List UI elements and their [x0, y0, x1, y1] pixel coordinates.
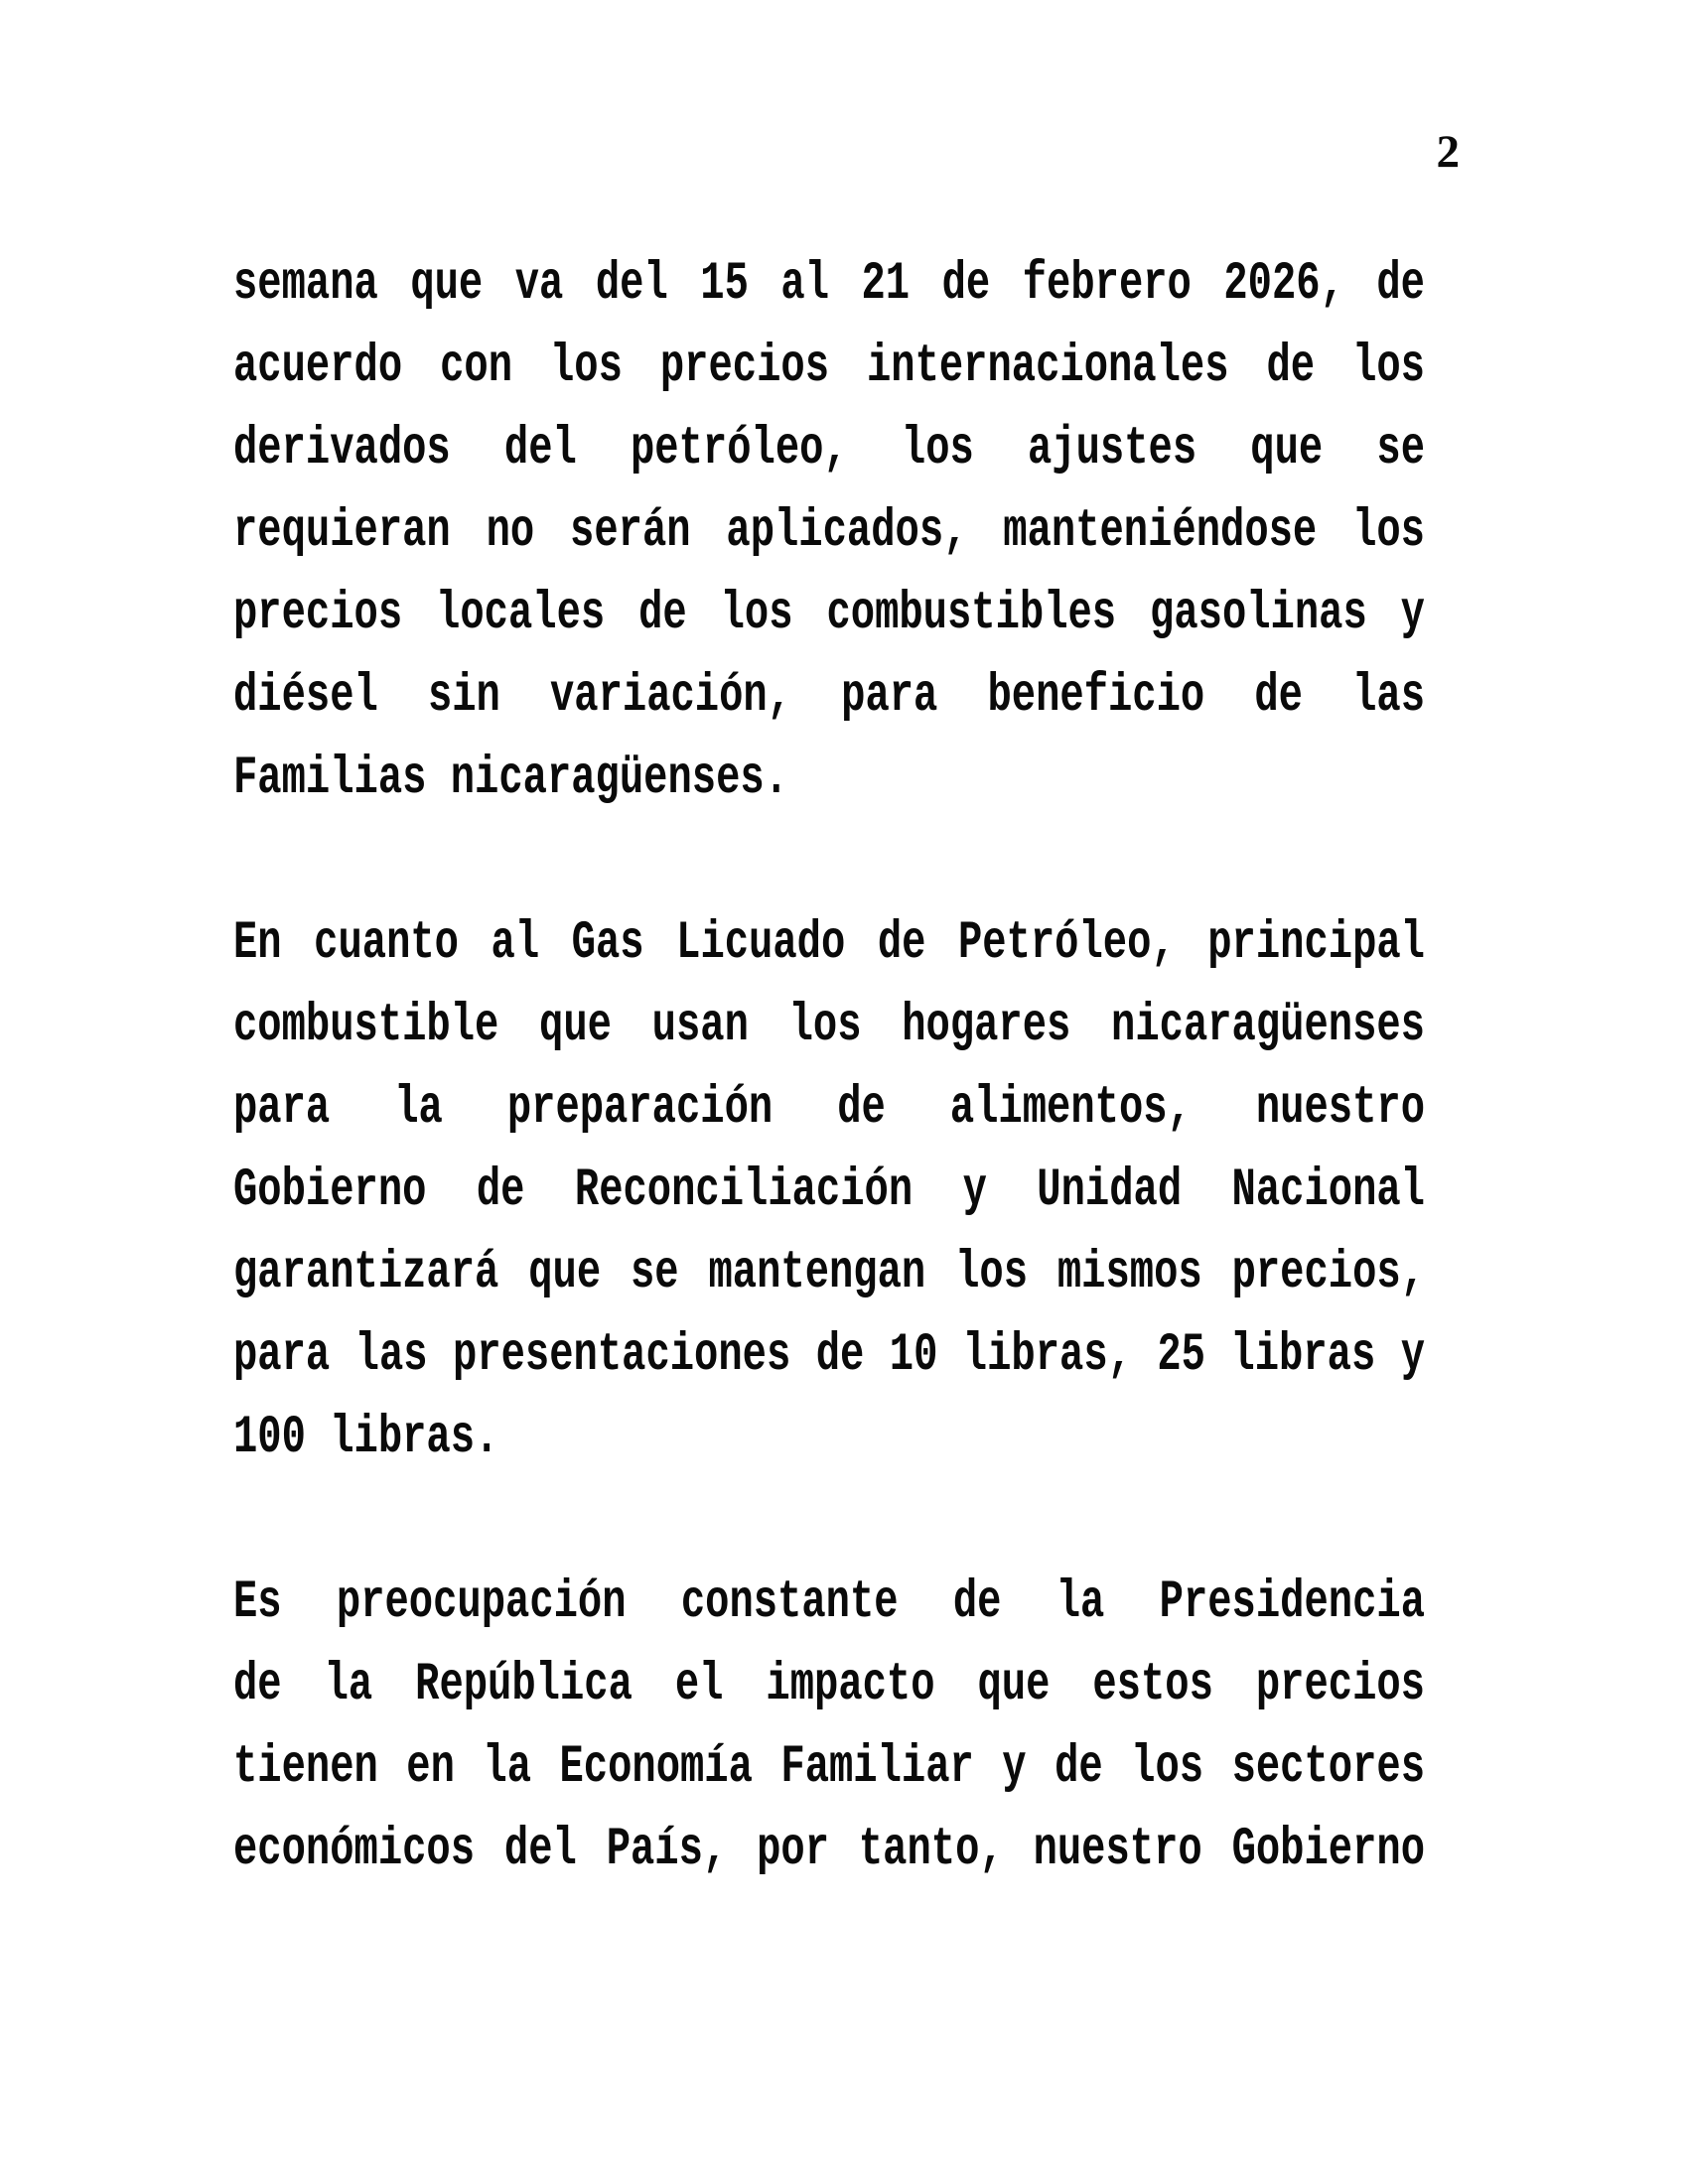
- paragraph-lp-gas: [233, 902, 1425, 1479]
- text-line: de la República el impacto que estos precios: [233, 1655, 1425, 1715]
- text-line: combustible que usan los hogares nicaragüenses: [233, 996, 1425, 1056]
- text-line: tienen en la Economía Familiar y de los sectores: [233, 1737, 1425, 1798]
- text-line: requieran no serán aplicados, manteniéndose los: [233, 501, 1425, 562]
- paragraph-fuel-prices: [233, 243, 1425, 820]
- document-body: [233, 243, 1425, 1891]
- text-line: precios locales de los combustibles gasolinas y: [233, 584, 1425, 644]
- text-line: garantizará que se mantengan los mismos precios,: [233, 1243, 1425, 1303]
- text-line: En cuanto al Gas Licuado de Petróleo, principal: [233, 913, 1425, 974]
- text-line: diésel sin variación, para beneficio de las: [233, 666, 1425, 727]
- paragraph-presidency-concern: [233, 1562, 1425, 1891]
- page-number: 2: [1436, 126, 1460, 178]
- text-line: semana que va del 15 al 21 de febrero 2026, de: [233, 254, 1425, 315]
- text-line: 100 libras.: [233, 1408, 499, 1468]
- text-line: Gobierno de Reconciliación y Unidad Nacional: [233, 1160, 1425, 1221]
- text-line: Familias nicaragüenses.: [233, 749, 788, 809]
- text-line: para las presentaciones de 10 libras, 25 libras y: [233, 1325, 1425, 1386]
- text-line: para la preparación de alimentos, nuestro: [233, 1078, 1425, 1139]
- page-header: [233, 127, 1460, 179]
- text-line: acuerdo con los precios internacionales de los: [233, 337, 1425, 397]
- text-line: derivados del petróleo, los ajustes que se: [233, 419, 1425, 479]
- text-line: económicos del País, por tanto, nuestro Gobierno: [233, 1820, 1425, 1880]
- text-line: Es preocupación constante de la Presidencia: [233, 1572, 1425, 1633]
